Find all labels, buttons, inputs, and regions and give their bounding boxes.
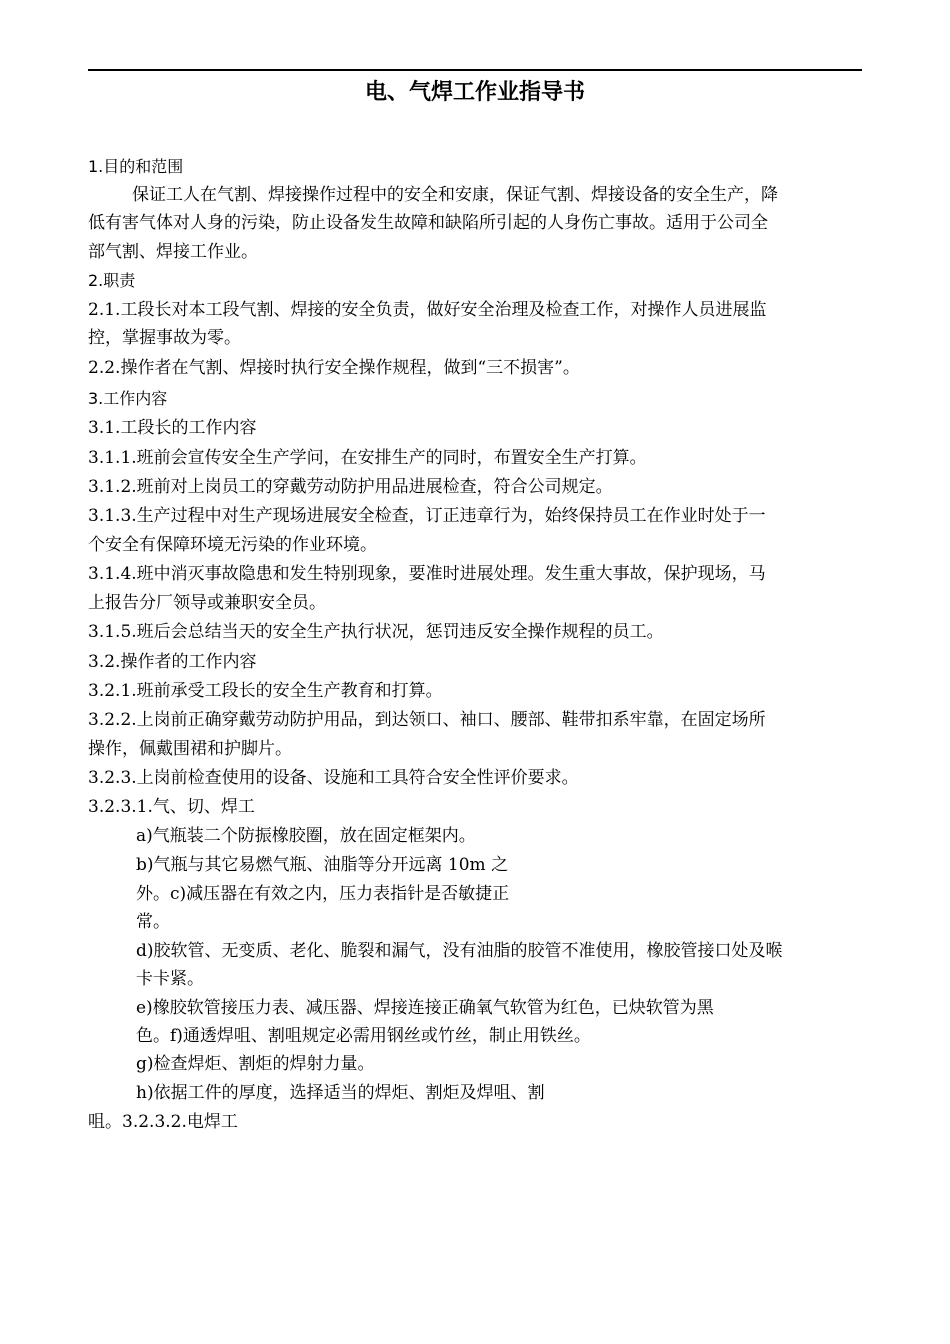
- paragraph-line: 低有害气体对人身的污染，防止设备发生故障和缺陷所引起的人身伤亡事故。适用于公司全: [88, 213, 768, 233]
- paragraph-line: 3.1.2.班前对上岗员工的穿戴劳动防护用品进展检查，符合公司规定。: [88, 477, 613, 497]
- paragraph-line: 个安全有保障环境无污染的作业环境。: [88, 535, 377, 555]
- list-item: 卡卡紧。: [136, 969, 204, 989]
- paragraph-line: 3.2.3.上岗前检查使用的设备、设施和工具符合安全性评价要求。: [88, 768, 579, 788]
- paragraph-line: 上报告分厂领导或兼职安全员。: [88, 593, 326, 613]
- subsection-heading: 3.2.3.1.气、切、焊工: [88, 797, 255, 817]
- list-item: h)依据工件的厚度，选择适当的焊炬、割炬及焊咀、割: [136, 1083, 545, 1103]
- list-item: d)胶软管、无变质、老化、脆裂和漏气，没有油脂的胶管不准使用，橡胶管接口处及喉: [136, 941, 783, 961]
- paragraph-line: 3.1.4.班中消灭事故隐患和发生特别现象，要准时进展处理。发生重大事故，保护现场，马: [88, 564, 766, 584]
- paragraph-line: 2.2.操作者在气割、焊接时执行安全操作规程，做到“三不损害”。: [88, 358, 580, 378]
- list-item: 色。f)通透焊咀、割咀规定必需用钢丝或竹丝，制止用铁丝。: [136, 1026, 591, 1046]
- subsection-heading: 3.2.操作者的工作内容: [88, 652, 257, 672]
- paragraph-line: 3.1.3.生产过程中对生产现场进展安全检查，订正违章行为，始终保持员工在作业时处于一: [88, 506, 766, 526]
- paragraph-line: 3.2.1.班前承受工段长的安全生产教育和打算。: [88, 681, 443, 701]
- paragraph-line: 3.1.5.班后会总结当天的安全生产执行状况，惩罚违反安全操作规程的员工。: [88, 622, 664, 642]
- paragraph-line: 操作，佩戴围裙和护脚片。: [88, 739, 292, 759]
- paragraph-line: 2.1.工段长对本工段气割、焊接的安全负责，做好安全治理及检查工作，对操作人员进展监: [88, 300, 767, 320]
- subsection-heading: 3.1.工段长的工作内容: [88, 418, 257, 438]
- list-item: 常。: [136, 912, 170, 932]
- list-item: e)橡胶软管接压力表、减压器、焊接连接正确氧气软管为红色，已炔软管为黑: [136, 998, 714, 1018]
- header-rule: [88, 69, 862, 71]
- section-heading: 2.职责: [88, 271, 136, 290]
- list-item: b)气瓶与其它易燃气瓶、油脂等分开远离 10m 之: [136, 855, 509, 875]
- list-item: a)气瓶装二个防振橡胶圈，放在固定框架内。: [136, 826, 476, 846]
- document-title: 电、气焊工作业指导书: [364, 80, 585, 105]
- paragraph-line: 咀。3.2.3.2.电焊工: [88, 1112, 238, 1132]
- paragraph-line: 控，掌握事故为零。: [88, 328, 241, 348]
- section-heading: 1.目的和范围: [88, 157, 184, 176]
- list-item: 外。c)减压器在有效之内，压力表指针是否敏捷正: [136, 884, 510, 904]
- paragraph-line: 3.1.1.班前会宣传安全生产学问，在安排生产的同时，布置安全生产打算。: [88, 448, 647, 468]
- paragraph-line: 保证工人在气割、焊接操作过程中的安全和安康，保证气割、焊接设备的安全生产，降: [132, 185, 778, 205]
- list-item: g)检查焊炬、割炬的焊射力量。: [136, 1054, 375, 1074]
- paragraph-line: 3.2.2.上岗前正确穿戴劳动防护用品，到达领口、袖口、腰部、鞋带扣系牢靠，在固定场所: [88, 710, 766, 730]
- paragraph-line: 部气割、焊接工作业。: [88, 242, 258, 262]
- section-heading: 3.工作内容: [88, 389, 168, 408]
